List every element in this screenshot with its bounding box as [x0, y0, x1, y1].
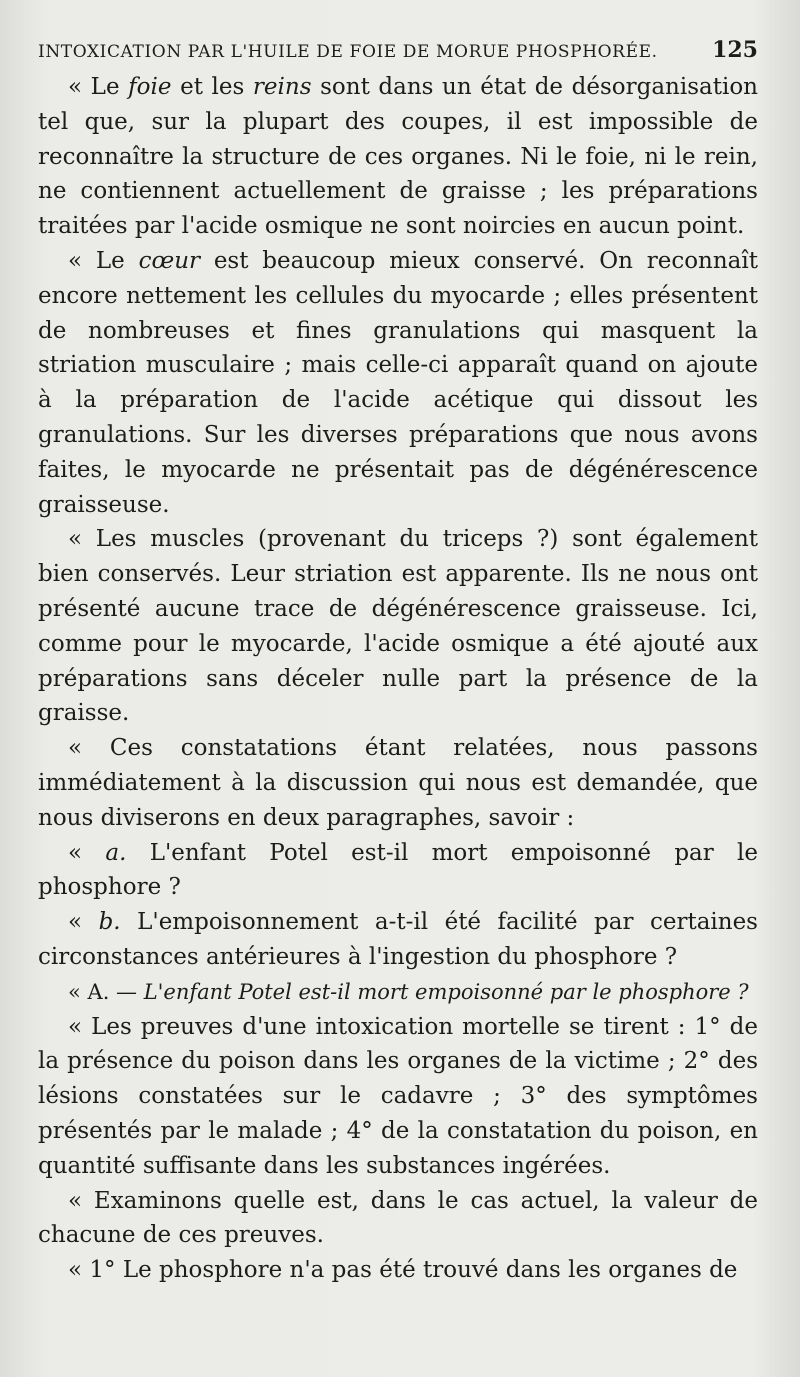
paragraph-examine: « Examinons quelle est, dans le cas actuel, la valeur de chacune de ces preuves. — [38, 1187, 758, 1249]
paragraph-muscles: « Les muscles (provenant du triceps ?) sont également bien conservés. Leur striation est apparente. Ils ne nous ont présenté aucune trace de dégénérescence graisseuse. Ici, comme pour le myocarde, l'acide osmique a été ajouté aux préparations sans déceler nulle part la présence de la graisse. — [38, 526, 758, 727]
paragraph-proofs: « Les preuves d'une intoxication mortelle se tirent : 1° de la présence du poison dans les organes de la victime ; 2° des lésions constatées sur le cadavre ; 3° des symptômes présentés par le malade ; 4° de la constatation du poison, en quantité suffisante dans les substances ingérées. — [38, 1013, 758, 1179]
paragraph-discussion: « Ces constatations étant relatées, nous passons immédiatement à la discussion qui nous est demandée, que nous diviserons en deux paragraphes, savoir : — [38, 735, 758, 831]
section-heading-a: « A. — L'enfant Potel est-il mort empoisonné par le phosphore ? — [68, 979, 749, 1004]
page-number: 125 — [712, 37, 758, 63]
paragraph-phosphorus: « 1° Le phosphore n'a pas été trouvé dans les organes de — [68, 1257, 738, 1284]
paragraph-heart: « Le cœur est beaucoup mieux conservé. On reconnaît encore nettement les cellules du myocarde ; elles présentent de nombreuses et fines granulations qui masquent la striation musculaire ; mais celle-ci apparaît quand on ajoute à la préparation de l'acide acétique qui dissout les granulations. Sur les diverses préparations que nous avons faites, le myocarde ne présentait pas de dégénérescence graisseuse. — [38, 247, 758, 518]
running-header — [38, 30, 758, 70]
body-text — [38, 70, 758, 1288]
paragraph-organs: « Le foie et les reins sont dans un état de désorganisation tel que, sur la plupart des coupes, il est impossible de reconnaître la structure de ces organes. Ni le foie, ni le rein, ne contiennent actuellement de graisse ; les préparations traitées par l'acide osmique ne sont noircies en aucun point. — [38, 74, 758, 240]
paragraph-question-b: « b. L'empoisonnement a-t-il été facilité par certaines circonstances antérieures à l'ingestion du phosphore ? — [38, 909, 758, 970]
paragraph-question-a: « a. L'enfant Potel est-il mort empoisonné par le phosphore ? — [38, 839, 759, 901]
running-title: INTOXICATION PAR L'HUILE DE FOIE DE MORUE PHOSPHORÉE. — [38, 42, 658, 62]
